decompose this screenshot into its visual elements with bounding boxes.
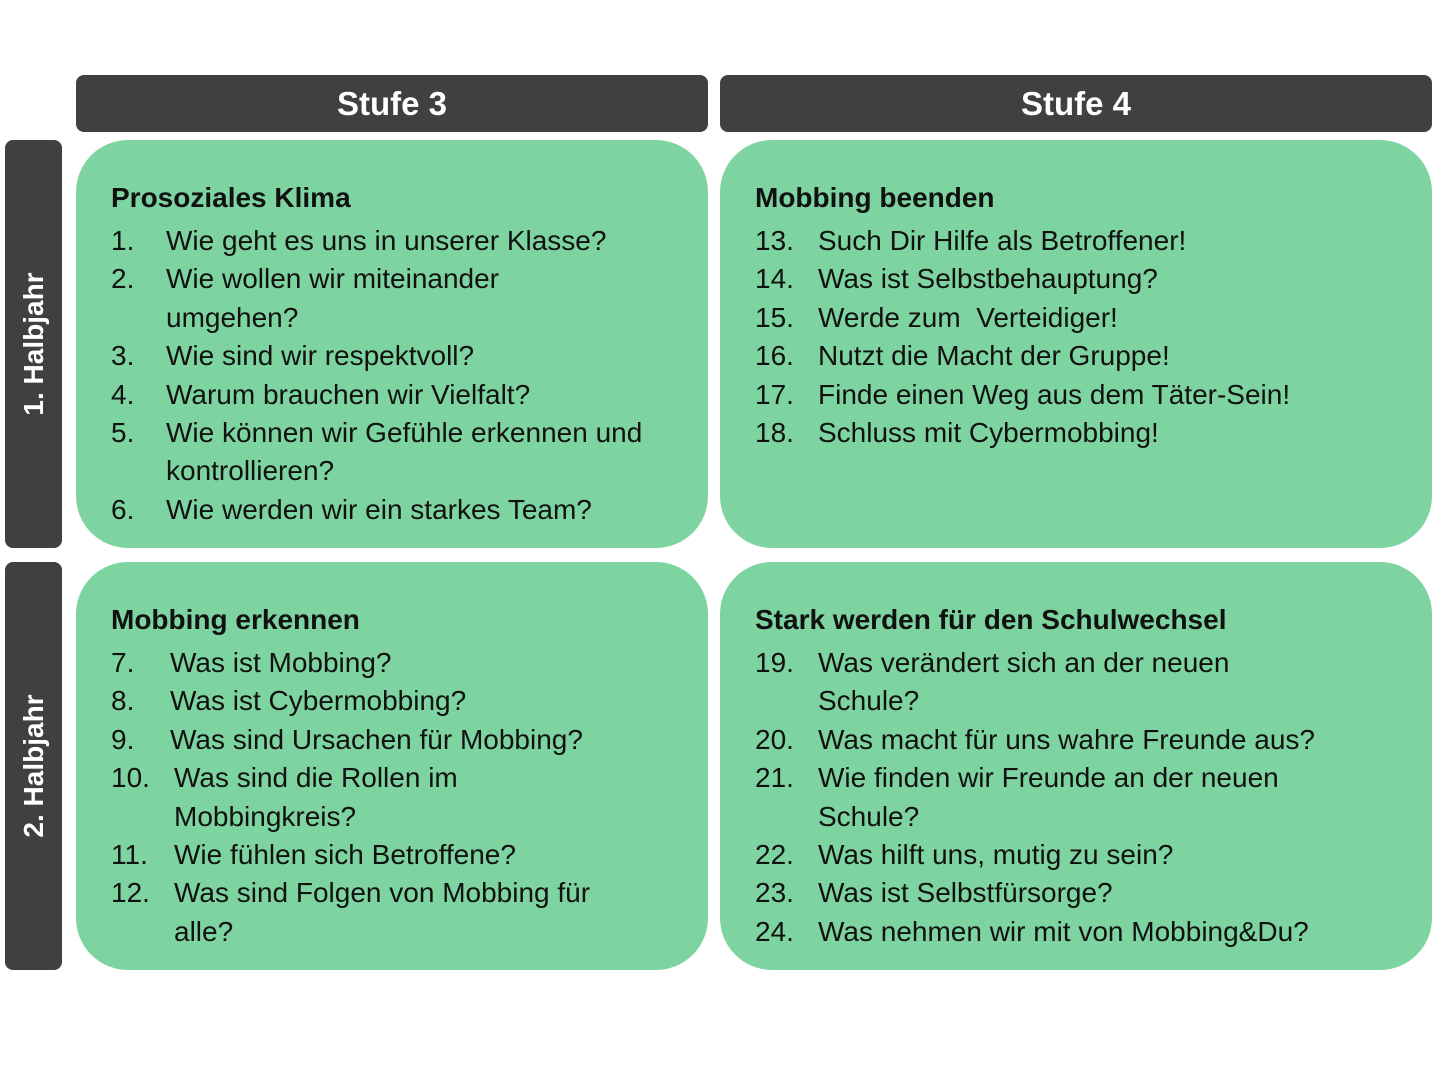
item-text: Nutzt die Macht der Gruppe! xyxy=(818,340,1170,372)
item-number: 4. xyxy=(111,378,135,410)
item-text: Finde einen Weg aus dem Täter-Sein! xyxy=(818,378,1291,410)
list-item xyxy=(755,721,1398,759)
box-title: Mobbing erkennen xyxy=(111,604,360,635)
item-text: Wie finden wir Freunde an der neuen Schule? xyxy=(818,762,1279,832)
item-number: 19. xyxy=(755,647,794,678)
list-item xyxy=(111,337,674,375)
list-item xyxy=(111,491,674,529)
list-item xyxy=(111,682,674,720)
item-text: Was ist Selbstbehauptung? xyxy=(818,263,1158,295)
item-number: 16. xyxy=(755,340,794,372)
item-number: 22. xyxy=(755,839,794,871)
list-item xyxy=(111,260,674,337)
list-item xyxy=(111,721,674,759)
item-number: 8. xyxy=(111,685,135,717)
item-text: Wie fühlen sich Betroffene? xyxy=(174,839,516,871)
item-number: 24. xyxy=(755,915,794,947)
list-item xyxy=(755,260,1398,298)
list-item xyxy=(755,337,1398,375)
item-number: 15. xyxy=(755,301,794,333)
list-item xyxy=(755,836,1398,874)
column-header-stufe-3: Stufe 3 xyxy=(76,75,708,132)
item-text: Was hilft uns, mutig zu sein? xyxy=(818,839,1174,871)
item-number: 11. xyxy=(111,839,148,871)
item-number: 17. xyxy=(755,378,794,410)
item-text: Was sind die Rollen im Mobbingkreis? xyxy=(174,762,458,832)
item-text: Was sind Folgen von Mobbing für alle? xyxy=(174,877,591,947)
item-text: Was ist Selbstfürsorge? xyxy=(818,877,1113,909)
item-text: Was sind Ursachen für Mobbing? xyxy=(170,723,583,755)
list-item xyxy=(755,299,1398,337)
column-header-stufe-4: Stufe 4 xyxy=(720,75,1432,132)
list-item xyxy=(755,222,1398,260)
topic-list xyxy=(755,222,1398,452)
item-number: 7. xyxy=(111,647,135,678)
topic-list xyxy=(111,644,674,951)
box-title: Mobbing beenden xyxy=(755,182,995,213)
item-text: Was ist Mobbing? xyxy=(170,647,392,678)
item-text: Werde zum Verteidiger! xyxy=(818,301,1118,333)
item-number: 1. xyxy=(111,225,135,256)
item-number: 6. xyxy=(111,493,135,525)
box-prosoziales-klima xyxy=(76,140,708,548)
item-number: 2. xyxy=(111,263,135,295)
box-stark-werden-schulwechsel xyxy=(720,562,1432,970)
list-item xyxy=(111,874,674,951)
list-item xyxy=(755,644,1398,721)
box-mobbing-erkennen xyxy=(76,562,708,970)
item-number: 12. xyxy=(111,877,150,909)
row-header-halbjahr-2 xyxy=(5,562,62,970)
item-text: Wie geht es uns in unserer Klasse? xyxy=(166,225,607,256)
item-number: 23. xyxy=(755,877,794,909)
item-number: 20. xyxy=(755,723,794,755)
list-item xyxy=(755,414,1398,452)
item-number: 3. xyxy=(111,340,135,372)
item-number: 13. xyxy=(755,225,794,256)
box-title: Stark werden für den Schulwechsel xyxy=(755,604,1227,635)
list-item xyxy=(111,414,674,491)
list-item xyxy=(111,759,674,836)
list-item xyxy=(111,376,674,414)
item-text: Was nehmen wir mit von Mobbing&Du? xyxy=(818,915,1309,947)
item-text: Wie werden wir ein starkes Team? xyxy=(166,493,592,525)
topic-list xyxy=(755,644,1398,951)
row-header-label: 2. Halbjahr xyxy=(17,694,49,838)
item-text: Warum brauchen wir Vielfalt? xyxy=(166,378,531,410)
item-text: Schluss mit Cybermobbing! xyxy=(818,417,1159,449)
list-item xyxy=(111,222,674,260)
row-header-halbjahr-1 xyxy=(5,140,62,548)
list-item xyxy=(755,376,1398,414)
list-item xyxy=(111,644,674,682)
item-text: Wie können wir Gefühle erkennen und kontrollieren? xyxy=(166,417,643,487)
list-item xyxy=(755,913,1398,951)
box-mobbing-beenden xyxy=(720,140,1432,548)
box-title: Prosoziales Klima xyxy=(111,182,351,213)
item-text: Was macht für uns wahre Freunde aus? xyxy=(818,723,1315,755)
item-text: Such Dir Hilfe als Betroffener! xyxy=(818,225,1187,256)
item-text: Was ist Cybermobbing? xyxy=(170,685,467,717)
item-number: 5. xyxy=(111,417,135,449)
list-item xyxy=(755,759,1398,836)
topic-list xyxy=(111,222,674,529)
item-number: 18. xyxy=(755,417,794,449)
list-item xyxy=(111,836,674,874)
item-number: 14. xyxy=(755,263,794,295)
row-header-label: 1. Halbjahr xyxy=(17,272,49,416)
item-text: Wie wollen wir miteinander umgehen? xyxy=(166,263,500,333)
item-number: 9. xyxy=(111,723,135,755)
item-text: Wie sind wir respektvoll? xyxy=(166,340,475,372)
list-item xyxy=(755,874,1398,912)
item-text: Was verändert sich an der neuen Schule? xyxy=(818,647,1230,717)
item-number: 10. xyxy=(111,762,150,794)
item-number: 21. xyxy=(755,762,794,794)
